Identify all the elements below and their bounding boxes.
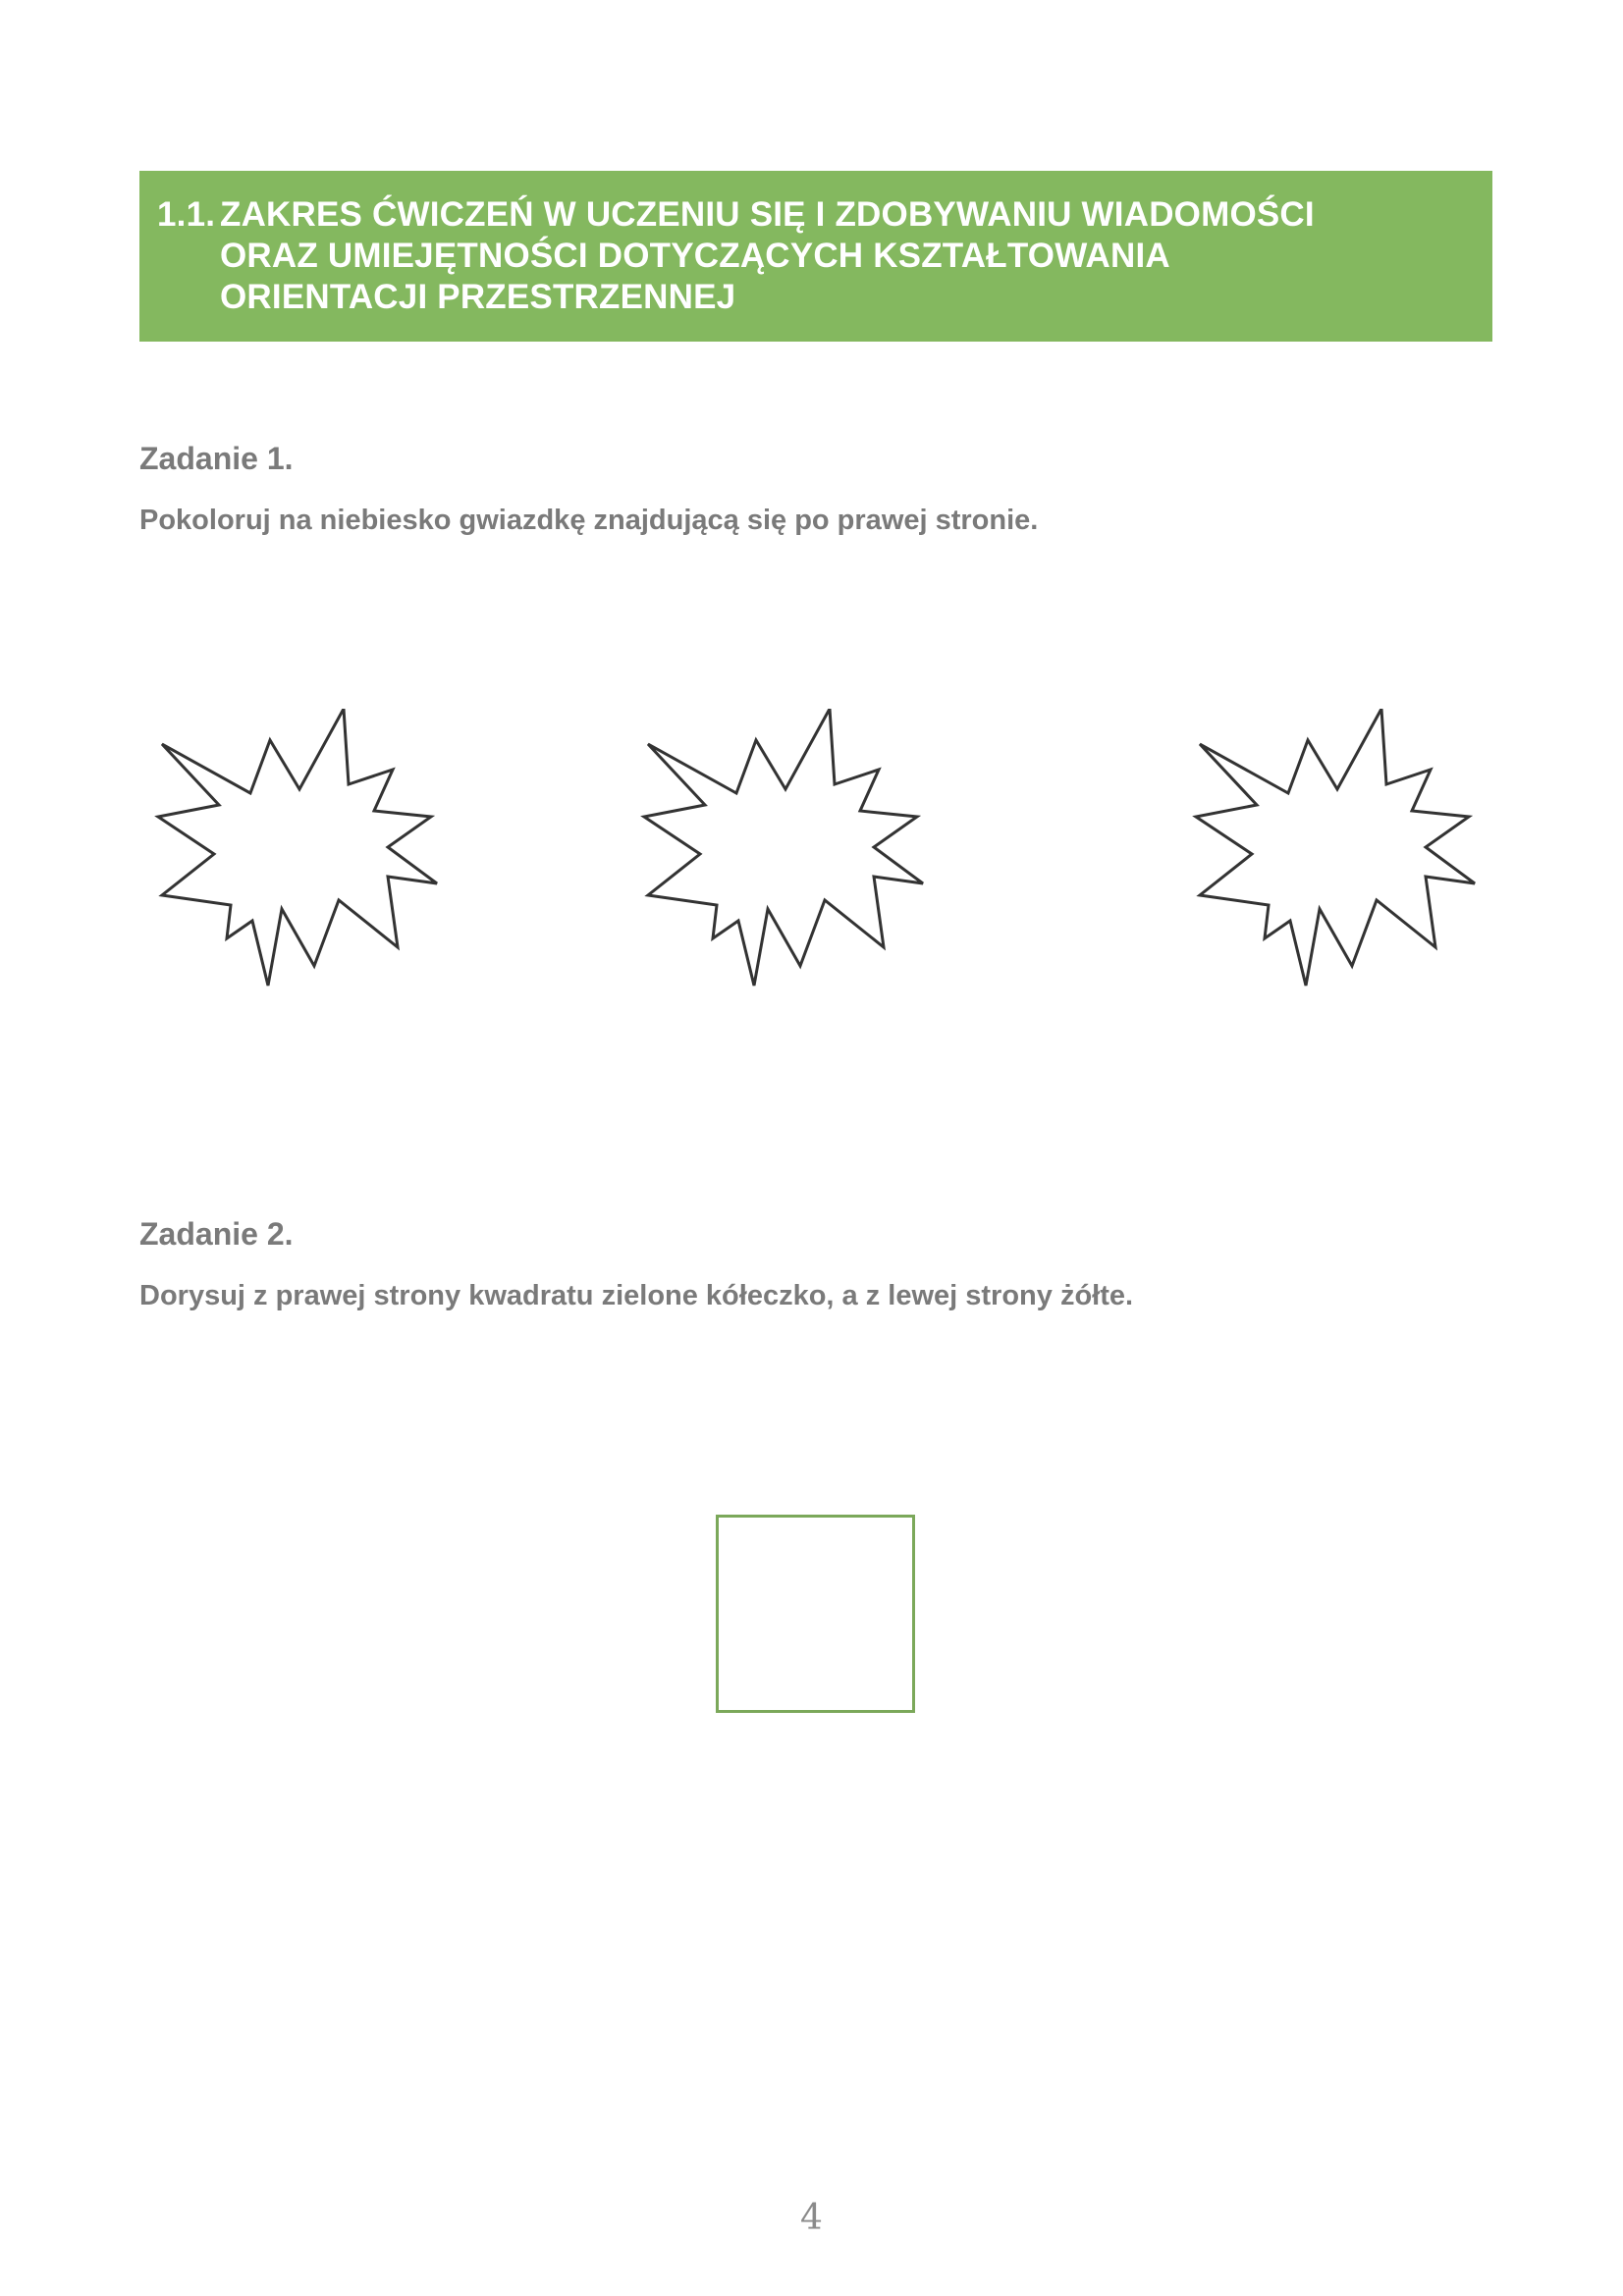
task-2-instruction: Dorysuj z prawej strony kwadratu zielone kółeczko, a z lewej strony żółte.	[139, 1280, 1134, 1311]
task-2-title: Zadanie 2.	[139, 1216, 294, 1252]
section-title-line-2: ORAZ UMIEJĘTNOŚCI DOTYCZĄCYCH KSZTAŁTOWANIA	[220, 237, 1170, 275]
section-header	[139, 171, 1492, 342]
section-title-lines	[220, 194, 1315, 318]
task-1-title: Zadanie 1.	[139, 441, 294, 476]
star-outline-icon	[152, 709, 447, 993]
section-title-line-1: ZAKRES ĆWICZEŃ W UCZENIU SIĘ I ZDOBYWANIU WIADOMOŚCI	[220, 195, 1315, 234]
section-title-line-3: ORIENTACJI PRZESTRZENNEJ	[220, 278, 736, 316]
section-title	[157, 194, 1473, 318]
square-outline	[716, 1515, 915, 1713]
star-outline-icon	[1190, 709, 1485, 993]
page-number: 4	[800, 2198, 823, 2238]
section-number: 1.1.	[157, 195, 216, 234]
task-1-instruction: Pokoloruj na niebiesko gwiazdkę znajdującą się po prawej stronie.	[139, 505, 1039, 536]
star-outline-icon	[638, 709, 933, 993]
